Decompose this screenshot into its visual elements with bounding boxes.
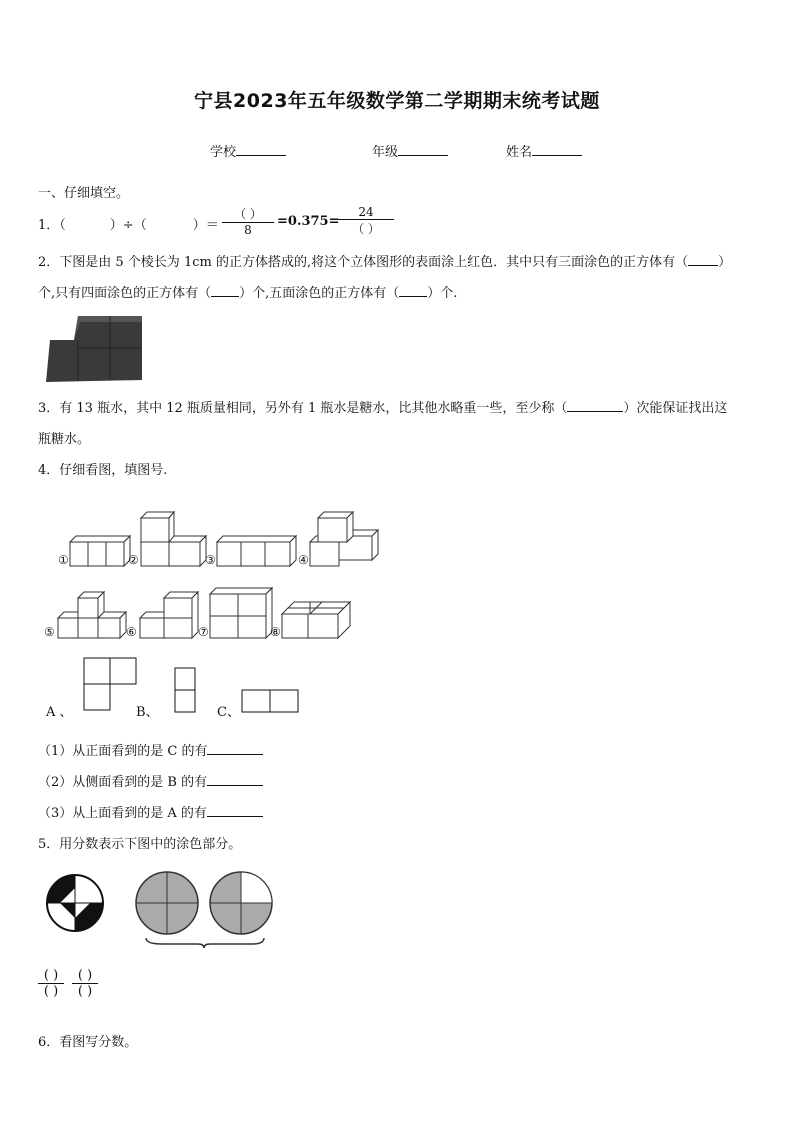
q4-option-c-label: C、: [217, 705, 240, 720]
q4-option-b-label: B、: [136, 705, 159, 720]
q4-label-4: ④: [298, 553, 309, 567]
school-field: [210, 141, 286, 160]
q4-figure-1: [70, 536, 130, 566]
q4-figure-4: [310, 512, 378, 566]
q1-fraction-1: [222, 205, 274, 237]
question-3-line-2: 瓶糖水。: [38, 432, 91, 447]
q1-fraction-2: [338, 205, 394, 237]
question-4: 4．仔细看图，填图号.: [38, 463, 168, 478]
q1-fraction-2-numerator: 24: [358, 205, 374, 219]
name-blank[interactable]: [532, 143, 582, 156]
q5-black-white-circle: [44, 872, 106, 934]
q4-label-8: ⑧: [270, 625, 281, 639]
name-field: [506, 141, 582, 160]
q4-sub-2: [38, 771, 263, 790]
q5-answer-1-numerator[interactable]: ( ): [43, 968, 59, 983]
q1-paren: （: [59, 218, 66, 233]
q4-option-a-label: A 、: [46, 705, 73, 720]
q4-label-5: ⑤: [44, 625, 55, 639]
question-1: [38, 214, 219, 233]
q1-mid-equation: =0.375=: [277, 214, 340, 229]
q4-option-c-shape: [240, 688, 300, 714]
q4-label-2: ②: [128, 553, 139, 567]
q4-sub-2-text: （2）从侧面看到的是 B 的有: [38, 775, 208, 790]
q2-cube-photo: [44, 312, 144, 384]
q4-sub-3: [38, 802, 263, 821]
q1-fraction-1-numerator[interactable]: （ ）: [234, 207, 262, 221]
q4-option-b-shape: [173, 666, 197, 714]
question-3-line-1: [38, 397, 727, 416]
q2-text-c: 个,只有四面涂色的正方体有（: [38, 286, 212, 301]
q5-answer-1[interactable]: [38, 968, 64, 999]
q2-blank-1[interactable]: [688, 253, 718, 266]
q4-sub-3-blank[interactable]: [207, 804, 263, 817]
question-2-line-2: [38, 282, 457, 301]
q1-equals: ）＝: [192, 218, 219, 233]
q5-answer-1-denominator[interactable]: ( ): [38, 983, 64, 999]
q4-sub-1: [38, 740, 263, 759]
q4-label-7: ⑦: [198, 625, 209, 639]
section-heading: 一、仔细填空。: [38, 186, 130, 201]
q2-text-b: ）: [718, 255, 732, 270]
q1-divide: ）÷（: [109, 218, 147, 233]
page-title: 宁县2023年五年级数学第二学期期末统考试题: [194, 90, 600, 112]
q4-sub-1-blank[interactable]: [207, 742, 263, 755]
q2-blank-2[interactable]: [211, 284, 239, 297]
q3-blank[interactable]: [567, 399, 623, 412]
q3-text-a: 3．有 13 瓶水，其中 12 瓶质量相同，另外有 1 瓶水是糖水，比其他水略重一些，至少称（: [38, 401, 568, 416]
q4-label-6: ⑥: [126, 625, 137, 639]
q2-text-e: ）个.: [427, 286, 458, 301]
q4-figure-2: [141, 512, 206, 566]
name-label: 姓名: [506, 145, 533, 160]
q5-answer-2-numerator[interactable]: ( ): [77, 968, 93, 983]
q2-text-d: ）个,五面涂色的正方体有（: [239, 286, 400, 301]
q2-text-a: 2．下图是由 5 个棱长为 1cm 的正方体搭成的,将这个立体图形的表面涂上红色．其中只有三面涂色的正方体有（: [38, 255, 689, 270]
question-5: 5．用分数表示下图中的涂色部分。: [38, 837, 242, 852]
question-6: 6．看图写分数。: [38, 1035, 138, 1050]
q4-figure-7: [210, 588, 272, 638]
q5-grey-circles: [132, 868, 278, 948]
q4-figure-6: [140, 592, 198, 638]
q4-sub-1-text: （1）从正面看到的是 C 的有: [38, 744, 208, 759]
q4-sub-3-text: （3）从上面看到的是 A 的有: [38, 806, 207, 821]
q5-answer-2[interactable]: [72, 968, 98, 999]
q1-fraction-2-denominator[interactable]: （ ）: [338, 219, 394, 237]
q4-figure-8: [282, 602, 350, 638]
q1-fraction-1-denominator: 8: [222, 222, 274, 237]
q5-answer-2-denominator[interactable]: ( ): [72, 983, 98, 999]
question-2-line-1: [38, 251, 731, 270]
q3-text-b: ）次能保证找出这: [623, 401, 728, 416]
grade-field: [372, 141, 448, 160]
q2-blank-3[interactable]: [399, 284, 427, 297]
q4-figure-3: [217, 536, 296, 566]
q4-label-3: ③: [205, 553, 216, 567]
q4-label-1: ①: [58, 553, 69, 567]
q4-figure-5: [58, 592, 126, 638]
q4-sub-2-blank[interactable]: [207, 773, 263, 786]
school-blank[interactable]: [236, 143, 286, 156]
school-label: 学校: [210, 145, 237, 160]
q1-number: 1．: [38, 218, 60, 233]
q4-option-a-shape: [82, 656, 140, 714]
q4-cube-figures: [54, 506, 394, 646]
grade-label: 年级: [372, 145, 399, 160]
grade-blank[interactable]: [398, 143, 448, 156]
